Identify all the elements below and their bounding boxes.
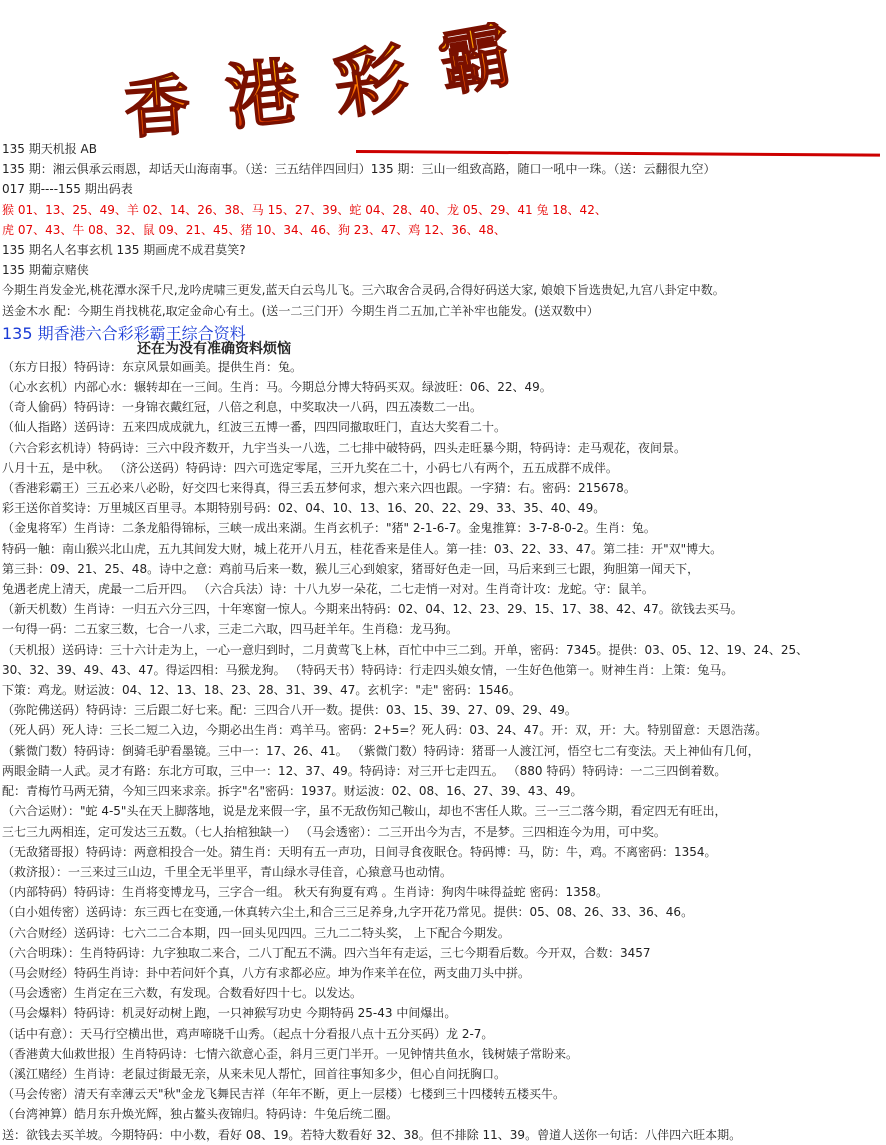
body-line: （心水玄机）内部心水：辗转却在一三间。生肖：马。今期总分博大特码买双。绿波旺：06、22、49。 [2, 380, 552, 395]
header-line: 135 期天机报 AB [2, 142, 97, 156]
body-line: 八月十五，是中秋。 （济公送码）特码诗：四六可选定零尾，三开九奖在二十，小码七八有两个，五五成群不成伴。 [2, 460, 618, 475]
body-line: 兔遇老虎上清天，虎最一二后开四。 （六合兵法）诗：十八九岁一朵花，二七走悄一对对。生肖奇计攻：龙蛇。守：鼠羊。 [2, 582, 654, 597]
body-line: （奇人偷码）特码诗：一身锦衣戴红冠，八倍之利息，中奖取决一八码，四五凑数二一出。 [2, 400, 483, 415]
zodiac-number-line: 虎 07、43、牛 08、32、鼠 09、21、45、猪 10、34、46、狗 23、47、鸡 12、36、48、 [2, 222, 506, 237]
info-line: 送金木水 配：今期生肖找桃花,取定金命心有土。(送一二三门开）今期生肖二五加,亡羊补牢也能发。(送双数中） [2, 303, 599, 318]
body-line: （内部特码）特码诗：生肖将变博龙马，三字合一组。 秋天有狗夏有鸡 。生肖诗：狗肉牛味得益蛇 密码：1358。 [2, 885, 608, 900]
body-line: （仙人指路）送码诗：五来四成成就九，红波三五博一番，四四同撤取旺门，直达大奖看二十。 [2, 420, 507, 435]
body-line: （马会传密）清天有幸薄云天"秋"金龙飞舞民吉祥（年年不断，更上一层楼）七楼到三十四楼转五楼买牛。 [2, 1087, 566, 1102]
body-line: （香港黄大仙救世报）生肖特码诗：七情六欲意心歪，斜月三更门半开。一见钟情共鱼水，钱树婊子常盼来。 [2, 1046, 579, 1061]
info-line: 135 期名人名事玄机 135 期画虎不成君莫笑? [2, 243, 246, 258]
body-line: 第三卦：09、21、25、48。诗中之意：鸡前马后来一数，猴儿三心到娘家，猪哥好色走一回，马后来到三七跟，狗胆第一闻天下， [2, 561, 700, 576]
body-line: 特码一触：南山猴兴北山虎，五九其间发大财，城上花开八月五，桂花香来是佳人。第一挂：03、22、33、47。第二挂：开"双"博大。 [2, 541, 723, 556]
banner-logo-art [118, 22, 538, 140]
body-line: 一句得一码：二五家三数，七合一八求，三走二六取，四马赶羊年。生肖稳：龙马狗。 [2, 622, 459, 637]
body-line: （天机报）送码诗：三十六计走为上，一心一意归到时，二月黄莺飞上林，百忙中中三二到。开单，密码：7345。提供：03、05、12、19、24、25、 [2, 642, 809, 657]
svg-text:香: 香 [121, 65, 193, 140]
body-line: 30、32、39、49、43、47。得运四相：马猴龙狗。 （特码天书）特码诗：行走四头娘女情，一生好色他第一。财神生肖：上策：兔马。 [2, 662, 734, 677]
body-line: 彩王送你首奖诗：万里城区百里寻。本期特别号码：02、04、10、13、16、20、22、29、33、35、40、49。 [2, 501, 606, 516]
body-line: （东方日报）特码诗：东京风景如画美。提供生肖：兔。 [2, 359, 303, 374]
section-title: 135 期香港六合彩彩霸王综合资料 [2, 323, 246, 343]
body-line: （溪江赌经）生肖诗：老鼠过街最无亲，从来未见人帮忙，回首往事知多少，但心自问抚胸口。 [2, 1066, 507, 1081]
body-line: （话中有意）：天马行空横出世，鸡声啼晓千山秀。（起点十分看报八点十五分买码）龙 2-7。 [2, 1026, 494, 1041]
svg-text:霸: 霸 [432, 22, 519, 108]
zodiac-number-line: 猴 01、13、25、49、羊 02、14、26、38、马 15、27、39、蛇 04、28、40、龙 05、29、41 兔 18、42、 [2, 202, 607, 217]
body-line: 两眼金睛一人武。灵才有路：东北方可取，三中一：12、37、49。特码诗：对三开七走四五。 （880 特码）特码诗：一二三四倒着数。 [2, 763, 727, 778]
body-line: （白小姐传密）送码诗：东三西七在变通,一休真转六尘土,和合三三足养身,九字开花乃常见。提供：05、08、26、33、36、46。 [2, 905, 694, 920]
body-line: 配：青梅竹马两无猜，今知三四来求亲。拆字"名"密码：1937。财运波：02、08、16、27、39、43、49。 [2, 784, 583, 799]
body-line: （六合财经）送码诗：七六二二合本期，四一回头见四四。三九二二特头奖， 上下配合今期发。 [2, 925, 510, 940]
body-line: （死人码）死人诗：三长二短二入边，今期必出生肖：鸡羊马。密码：2+5=？死人码：03、24、47。开：双，开：大。特别留意：天恩浩荡。 [2, 723, 768, 738]
svg-text:港: 港 [221, 48, 303, 140]
body-line: （无敌猪哥报）特码诗：两意相投合一处。猜生肖：天明有五一声功，日间寻食夜眠仓。特码博：马，防：牛，鸡。不离密码：1354。 [2, 844, 717, 859]
body-line: （六合明珠）：生肖特码诗：九字独取二来合，二八丁配五不满。四六当年有走运，三七今期看后数。今开双，合数：3457 [2, 945, 651, 960]
body-line: （弥陀佛送码）特码诗：三后跟二好七来。配：三四合八开一数。提供：03、15、39、27、09、29、49。 [2, 703, 577, 718]
header-line: 135 期：湘云俱承云雨恩，却话天山海南事。（送：三五结伴四回归）135 期：三山一组致高路，随口一吼中一珠。（送：云翻很九空） [2, 162, 716, 177]
body-line: （马会爆料）特码诗：机灵好动树上跑，一只神猴写功史 今期特码 25-43 中间爆出。 [2, 1006, 457, 1021]
info-line: 今期生肖发金光,桃花潭水深千尺,龙吟虎啸三更发,蓝天白云鸟儿飞。三六取舍合灵码,合得好码送大家, 娘娘下旨选贵妃,九宫八卦定中数。 [2, 283, 725, 298]
body-line: （金鬼将军）生肖诗：二条龙船得锦标，三峡一成出来湖。生肖玄机子："猪" 2-1-6-7。金鬼推算：3-7-8-0-2。生肖：兔。 [2, 521, 656, 536]
body-line: （马会财经）特码生肖诗：卦中若问奸个真，八方有求都必应。坤为作来羊在位，两支曲刀头中拼。 [2, 965, 531, 980]
body-line: 三七三九两相连，定可发达三五数。（七人抬棺独缺一） （马会透密）：二三开出今为吉，不是梦。三四相连今为用，可中奖。 [2, 824, 666, 839]
body-line: （救济报）：一三来过三山边，千里全无半里平，青山绿水寻佳音，心猿意马也动情。 [2, 864, 453, 879]
body-line: 送：欲钱去买羊坡。今期特码：中小数，看好 08、19。若特大数看好 32、38。但不排除 11、39。曾道人送你一句话：八伴四六旺本期。 [2, 1127, 742, 1142]
body-line: （六合运财）："蛇 4-5"头在天上脚落地，说是龙来假一字，虽不无敌伤知己鞍山，却也不害任人欺。三一三二落今期，看定四无有旺出， [2, 804, 727, 819]
document-body [2, 139, 882, 1145]
info-line: 135 期葡京赌侠 [2, 263, 89, 278]
body-line: （紫微门数）特码诗：倒骑毛驴看墨镜。三中一：17、26、41。 （紫微门数）特码诗：猪哥一人渡江河，悟空七二有变法。天上神仙有几何， [2, 743, 760, 758]
section-subtitle: 还在为没有准确资料烦恼 [137, 340, 291, 357]
header-line: 017 期----155 期出码表 [2, 182, 133, 197]
svg-text:彩: 彩 [328, 34, 414, 131]
body-line: （香港彩霸王）三五必来八必盼，好交四七来得真，得三丢五梦何求，想六来六四也跟。一字猜：右。密码：215678。 [2, 481, 636, 496]
banner-logo [118, 22, 538, 140]
body-line: （台湾神算）皓月东升焕光辉，独占鳌头夜锦归。特码诗：牛兔后统二圈。 [2, 1107, 399, 1122]
body-line: （马会透密）生肖定在三六数，有发现。合数看好四十七。以发达。 [2, 986, 363, 1001]
body-line: （六合彩玄机诗）特码诗：三六中段齐数开，九宇当头一八选，二七排中破特码，四头走旺暴今期，特码诗：走马观花，夜间景。 [2, 440, 687, 455]
body-line: （新天机数）生肖诗：一归五六分三四，十年寒窗一惊人。今期来出特码：02、04、12、23、29、15、17、38、42、47。欲钱去买马。 [2, 602, 743, 617]
body-line: 下策：鸡龙。财运波：04、12、13、18、23、28、31、39、47。玄机字："走" 密码：1546。 [2, 683, 521, 698]
body-lines [2, 357, 882, 1145]
